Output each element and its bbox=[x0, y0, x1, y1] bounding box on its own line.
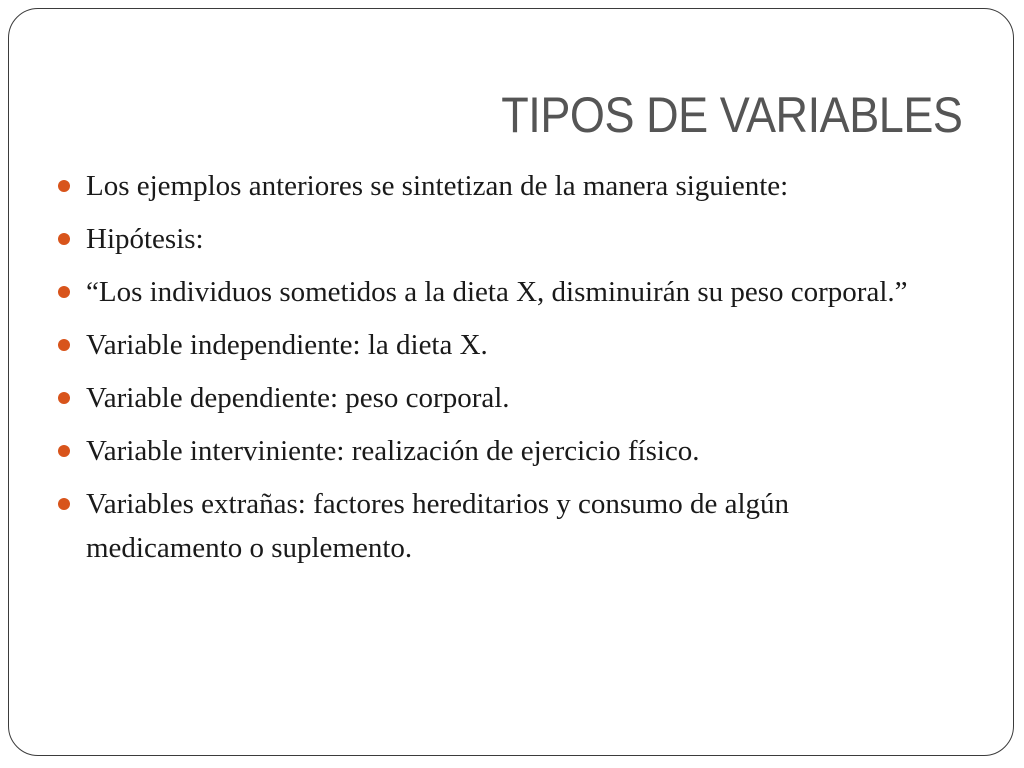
bullet-item bbox=[58, 376, 938, 420]
slide-title: TIPOS DE VARIABLES bbox=[500, 87, 962, 143]
bullet-item bbox=[58, 217, 938, 261]
bullet-text: Variables extrañas: factores hereditarios y consumo de algún medicamento o suplemento. bbox=[86, 488, 789, 564]
bullet-dot-icon bbox=[58, 339, 70, 351]
bullet-dot-icon bbox=[58, 286, 70, 298]
bullet-dot-icon bbox=[58, 233, 70, 245]
bullet-item bbox=[58, 270, 938, 314]
bullet-dot-icon bbox=[58, 445, 70, 457]
bullet-text: “Los individuos sometidos a la dieta X, disminuirán su peso corporal.” bbox=[86, 276, 908, 308]
bullet-item bbox=[58, 164, 938, 208]
bullet-dot-icon bbox=[58, 498, 70, 510]
bullet-item bbox=[58, 429, 938, 473]
bullet-item bbox=[58, 323, 938, 367]
bullet-text: Variable independiente: la dieta X. bbox=[86, 329, 488, 361]
bullet-item bbox=[58, 482, 938, 570]
bullet-text: Variable dependiente: peso corporal. bbox=[86, 382, 510, 414]
bullet-text: Hipótesis: bbox=[86, 223, 204, 255]
bullet-text: Variable interviniente: realización de ejercicio físico. bbox=[86, 435, 700, 467]
bullet-dot-icon bbox=[58, 392, 70, 404]
bullet-list bbox=[58, 164, 938, 579]
bullet-dot-icon bbox=[58, 180, 70, 192]
bullet-text: Los ejemplos anteriores se sintetizan de la manera siguiente: bbox=[86, 170, 789, 202]
